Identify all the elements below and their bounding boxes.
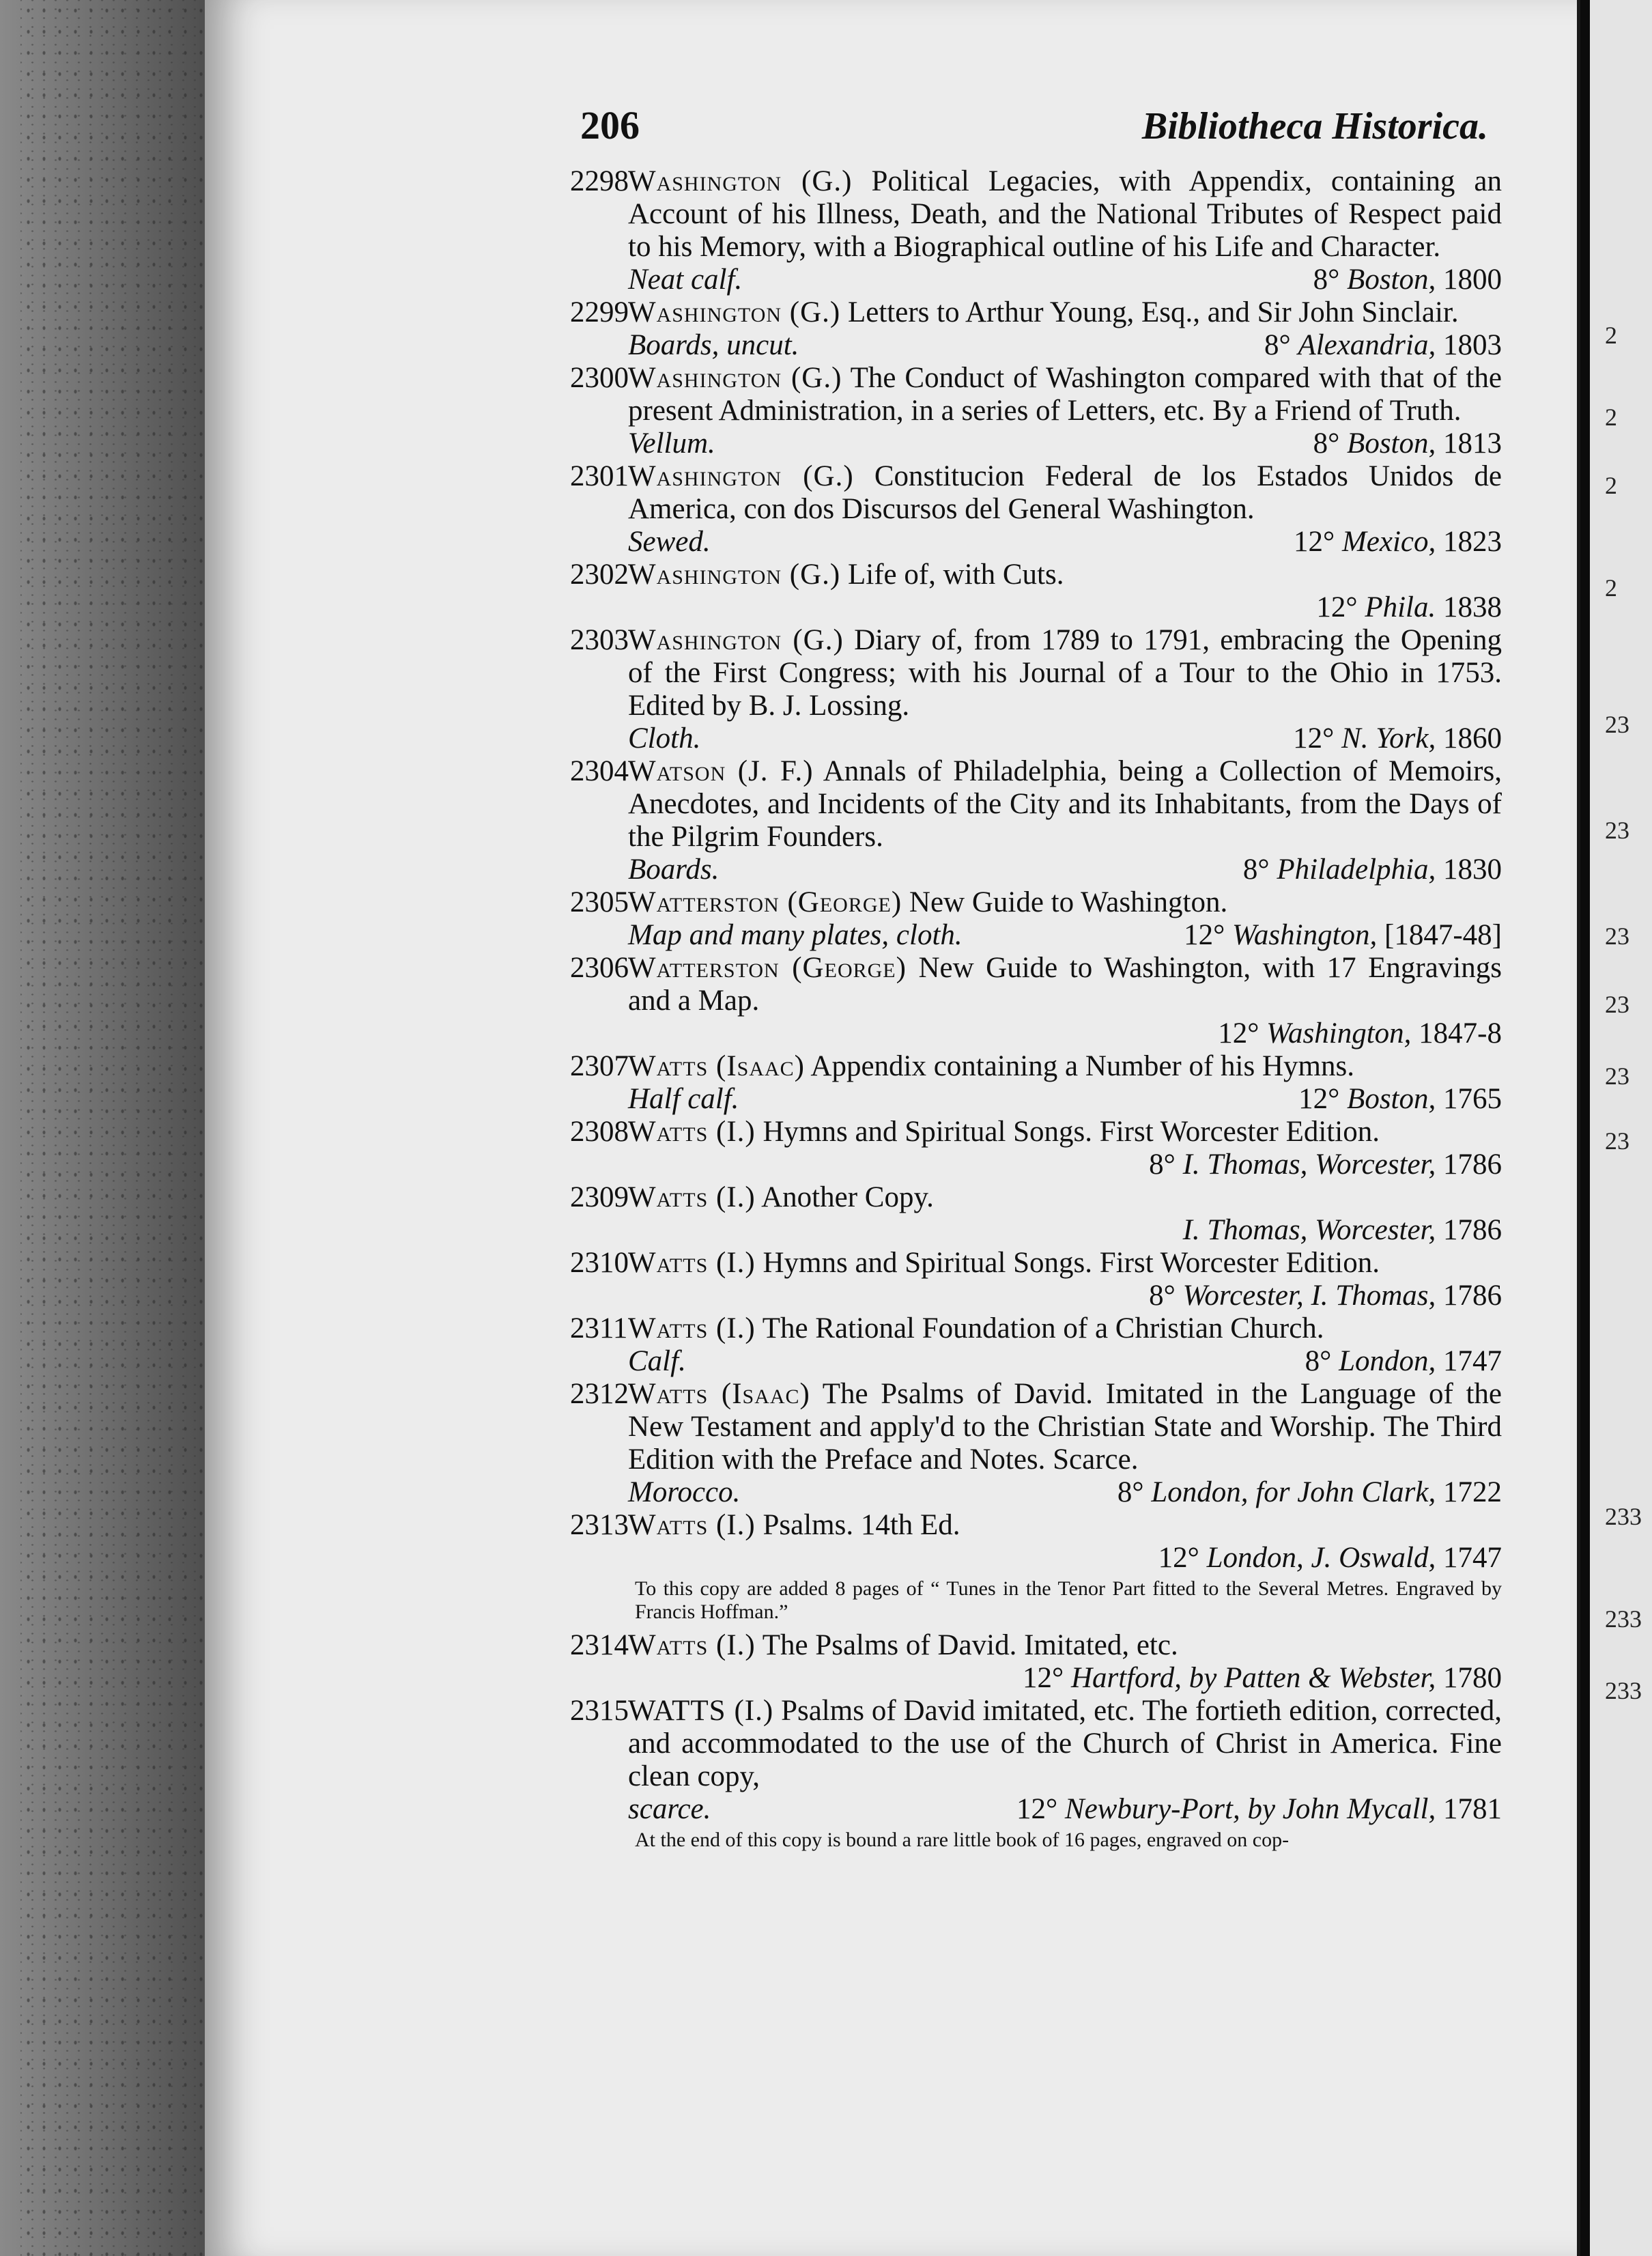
entry-author: WATTS (I.) — [628, 1695, 774, 1727]
entry-binding: Calf. — [628, 1345, 686, 1377]
catalog-content — [570, 102, 1503, 1857]
catalog-entry — [570, 624, 1503, 755]
entry-year: [1847-48] — [1384, 919, 1502, 951]
entry-author: Watson (J. F.) — [628, 755, 814, 787]
entry-imprint — [628, 1083, 1502, 1116]
entry-number: 2309 — [570, 1181, 629, 1213]
margin-number: 23 — [1605, 991, 1629, 1018]
entry-body — [628, 624, 1502, 722]
entry-number: 2304 — [570, 755, 629, 787]
entry-imprint — [628, 1280, 1502, 1312]
entry-year: 1781 — [1443, 1793, 1502, 1825]
margin-number: 23 — [1605, 711, 1629, 738]
catalog-entry — [570, 362, 1502, 460]
margin-number: 2 — [1605, 404, 1617, 431]
entry-body — [628, 1378, 1502, 1476]
page-number: 206 — [580, 103, 640, 147]
entry-author: Watterston (George) — [628, 952, 907, 984]
entry-number: 2299 — [570, 296, 629, 328]
entry-imprint — [628, 1476, 1502, 1509]
catalog-entry — [570, 460, 1502, 559]
catalog-entry — [570, 1378, 1503, 1509]
entry-title: Hymns and Spiritual Songs. First Worcester Edition. — [763, 1116, 1380, 1148]
entry-year: 1722 — [1443, 1476, 1502, 1508]
catalog-entry — [570, 952, 1502, 1050]
entry-imprint — [628, 854, 1502, 886]
entry-author: Washington (G.) — [628, 624, 844, 656]
catalog-entry — [570, 1050, 1502, 1116]
entry-body — [628, 296, 1502, 329]
entry-number: 2298 — [570, 165, 629, 197]
entry-year: 1780 — [1443, 1662, 1502, 1694]
entry-format: 8° — [1313, 427, 1340, 460]
entry-body — [628, 460, 1502, 526]
entry-body — [628, 1181, 1502, 1214]
entry-format: 8° — [1117, 1476, 1144, 1508]
catalog-entry — [570, 296, 1502, 362]
entry-number: 2303 — [570, 624, 629, 656]
entry-binding: Neat calf. — [628, 264, 743, 296]
entry-body — [628, 165, 1502, 264]
entry-body — [628, 755, 1502, 854]
entry-imprint — [628, 1345, 1502, 1378]
entry-year: 1813 — [1443, 427, 1502, 460]
entry-number: 2305 — [570, 886, 629, 918]
entry-year: 1786 — [1443, 1148, 1502, 1181]
entry-author: Watterston (George) — [628, 886, 902, 918]
entry-number: 2300 — [570, 362, 629, 394]
entry-imprint — [628, 919, 1502, 952]
entry-author: Watts (I.) — [628, 1181, 756, 1213]
entry-body — [628, 1247, 1502, 1280]
entry-title: Annals of Philadelphia, being a Collection of Memoirs, Anecdotes, and Incidents of the City and its Inhabitants, from the Days of the Pilgrim Founders. — [628, 755, 1502, 853]
entry-title: New Guide to Washington, with 17 Engravings and a Map. — [628, 952, 1502, 1017]
entry-year: 1803 — [1443, 329, 1502, 361]
catalog-entry — [570, 755, 1502, 886]
margin-number: 2 — [1605, 472, 1617, 499]
entry-year: 1823 — [1443, 526, 1502, 558]
entry-place: N. York, — [1341, 722, 1436, 755]
entry-year: 1847-8 — [1419, 1017, 1502, 1049]
entry-number: 2306 — [570, 952, 629, 984]
entry-title: Psalms of David imitated, etc. The fortieth edition, corrected, and accommodated to the use of the Church of Christ in America. Fine clean copy, — [628, 1695, 1503, 1792]
entry-binding: Boards. — [628, 854, 720, 886]
entry-title: New Guide to Washington. — [909, 886, 1228, 918]
entry-number: 2315 — [570, 1695, 629, 1727]
entry-format: 8° — [1313, 264, 1340, 296]
entry-place: London, for John Clark, — [1151, 1476, 1436, 1508]
entry-place: Alexandria, — [1298, 329, 1436, 361]
entry-note: At the end of this copy is bound a rare little book of 16 pages, engraved on cop- — [635, 1829, 1290, 1851]
entry-note: To this copy are added 8 pages of “ Tunes in the Tenor Part fitted to the Several Metres. Engraved by Francis Hoffman.” — [635, 1577, 1502, 1623]
margin-number: 233 — [1605, 1677, 1642, 1704]
entry-place: Boston, — [1347, 1083, 1436, 1115]
entry-format: 12° — [1298, 1083, 1340, 1115]
entry-number: 2301 — [570, 460, 629, 492]
entry-place: London, J. Oswald, — [1206, 1542, 1436, 1574]
entry-number: 2311 — [570, 1312, 628, 1344]
entry-imprint — [628, 1214, 1502, 1247]
entry-title: Diary of, from 1789 to 1791, embracing the Opening of the First Congress; with his Journal of a Tour to the Ohio in 1753. Edited by B. J. Lossing. — [628, 624, 1503, 722]
entry-imprint — [628, 722, 1502, 755]
entry-number: 2308 — [570, 1116, 629, 1148]
entry-imprint — [628, 329, 1502, 362]
entry-year: 1800 — [1443, 264, 1502, 296]
catalog-entry — [570, 1629, 1502, 1695]
entry-imprint — [628, 1662, 1502, 1695]
entry-format: 8° — [1242, 854, 1270, 886]
entry-format: 12° — [1316, 591, 1358, 623]
catalog-entry — [570, 886, 1502, 952]
entry-author: Watts (Isaac) — [628, 1378, 810, 1410]
entry-place: Boston, — [1347, 427, 1436, 460]
entry-imprint — [628, 1148, 1502, 1181]
entry-imprint — [628, 1542, 1502, 1575]
entry-binding: Cloth. — [628, 722, 701, 755]
entry-imprint — [628, 1793, 1502, 1826]
entry-binding: Half calf. — [628, 1083, 739, 1115]
catalog-entry — [570, 1509, 1502, 1624]
entry-body — [628, 1312, 1502, 1345]
entry-body — [628, 1116, 1502, 1148]
entry-format: 8° — [1149, 1280, 1176, 1312]
entry-year: 1786 — [1443, 1214, 1502, 1246]
entry-number: 2312 — [570, 1378, 629, 1410]
entry-author: Washington (G.) — [628, 362, 842, 394]
entry-year: 1747 — [1443, 1345, 1502, 1377]
entry-place: Phila. — [1365, 591, 1436, 623]
entry-year: 1765 — [1443, 1083, 1502, 1115]
entry-format: 12° — [1184, 919, 1225, 951]
entry-place: Washington, — [1266, 1017, 1412, 1049]
entry-author: Washington (G.) — [628, 460, 854, 492]
margin-number: 23 — [1605, 1062, 1629, 1090]
entry-place: Worcester, I. Thomas, — [1182, 1280, 1436, 1312]
entry-body — [628, 1629, 1502, 1662]
entry-title: Hymns and Spiritual Songs. First Worcester Edition. — [763, 1247, 1380, 1279]
catalog-entry — [570, 165, 1502, 296]
entry-year: 1838 — [1443, 591, 1502, 623]
entry-number: 2314 — [570, 1629, 629, 1661]
entry-place: I. Thomas, Worcester, — [1182, 1214, 1436, 1246]
entry-year: 1830 — [1443, 854, 1502, 886]
entry-imprint — [628, 526, 1502, 559]
entry-author: Washington (G.) — [628, 296, 841, 328]
entry-place: Mexico, — [1341, 526, 1436, 558]
entry-author: Watts (I.) — [628, 1247, 756, 1279]
entry-number: 2307 — [570, 1050, 629, 1082]
entry-title: The Psalms of David. Imitated in the Language of the New Testament and apply'd to the Christian State and Worship. The Third Edition with the Preface and Notes. Scarce. — [628, 1378, 1503, 1476]
entry-format: 12° — [1158, 1542, 1199, 1574]
entry-format: 12° — [1293, 722, 1335, 755]
entry-format: 12° — [1218, 1017, 1259, 1049]
entry-binding: Vellum. — [628, 427, 715, 460]
entry-author: Watts (I.) — [628, 1312, 756, 1344]
entry-imprint — [628, 427, 1502, 460]
next-page-edge — [1580, 0, 1652, 2256]
entry-body — [628, 559, 1502, 591]
page-header — [580, 102, 1502, 165]
entry-binding: scarce. — [628, 1793, 711, 1825]
entry-binding: Sewed. — [628, 526, 711, 558]
entry-title: Life of, with Cuts. — [847, 559, 1064, 591]
entry-year: 1786 — [1443, 1280, 1502, 1312]
catalog-entry — [570, 1181, 1502, 1247]
entry-body — [628, 886, 1502, 919]
entry-title: The Conduct of Washington compared with that of the present Administration, in a series of Letters, etc. By a Friend of Truth. — [628, 362, 1502, 427]
entry-place: I. Thomas, Worcester, — [1182, 1148, 1436, 1181]
entry-author: Washington (G.) — [628, 559, 841, 591]
margin-number: 23 — [1605, 817, 1629, 844]
entry-imprint — [628, 591, 1502, 624]
entry-place: Hartford, by Patten & Webster, — [1070, 1662, 1436, 1694]
entry-title: Another Copy. — [761, 1181, 934, 1213]
entry-format: 8° — [1305, 1345, 1332, 1377]
entry-author: Washington (G.) — [628, 165, 853, 197]
entry-format: 8° — [1149, 1148, 1176, 1181]
catalog-entry — [570, 559, 1502, 624]
entry-format: 12° — [1016, 1793, 1058, 1825]
entry-author: Watts (I.) — [628, 1509, 756, 1541]
catalog-entry — [570, 1695, 1503, 1852]
catalog-entry — [570, 1247, 1502, 1312]
margin-number: 2 — [1605, 322, 1617, 349]
running-title: Bibliotheca Historica. — [1141, 105, 1488, 147]
margin-number: 233 — [1605, 1503, 1642, 1530]
entry-place: Washington, — [1232, 919, 1378, 951]
entry-title: Constitucion Federal de los Estados Unidos de America, con dos Discursos del General Washington. — [628, 460, 1502, 525]
entry-place: Newbury-Port, by John Mycall, — [1064, 1793, 1436, 1825]
entry-format: 12° — [1023, 1662, 1064, 1694]
entry-body — [628, 952, 1502, 1017]
margin-number: 23 — [1605, 1127, 1629, 1155]
entry-imprint — [628, 1017, 1502, 1050]
entry-format: 8° — [1264, 329, 1291, 361]
entry-title: Letters to Arthur Young, Esq., and Sir John Sinclair. — [847, 296, 1459, 328]
catalog-entry — [570, 1312, 1502, 1378]
entry-format: 12° — [1294, 526, 1335, 558]
margin-number: 23 — [1605, 922, 1629, 950]
entry-binding: Boards, uncut. — [628, 329, 799, 361]
entry-body — [628, 1695, 1502, 1793]
margin-number: 2 — [1605, 574, 1617, 602]
entry-author: Watts (I.) — [628, 1629, 756, 1661]
entry-body — [628, 1050, 1502, 1083]
entry-author: Watts (Isaac) — [628, 1050, 805, 1082]
catalog-entry — [570, 1116, 1502, 1181]
entry-body — [628, 362, 1502, 427]
margin-number: 233 — [1605, 1605, 1642, 1633]
entry-number: 2302 — [570, 559, 629, 591]
entry-title: Political Legacies, with Appendix, containing an Account of his Illness, Death, and the National Tributes of Respect paid to his Memory, with a Biographical outline of his Life and Character. — [628, 165, 1502, 263]
entry-title: Psalms. 14th Ed. — [763, 1509, 960, 1541]
entry-number: 2313 — [570, 1509, 629, 1541]
entry-binding: Map and many plates, cloth. — [628, 919, 963, 951]
entry-place: Boston, — [1347, 264, 1436, 296]
entry-place: Philadelphia, — [1277, 854, 1436, 886]
entry-number: 2310 — [570, 1247, 629, 1279]
entry-imprint — [628, 264, 1502, 296]
entry-title: The Psalms of David. Imitated, etc. — [762, 1629, 1178, 1661]
entry-author: Watts (I.) — [628, 1116, 756, 1148]
entry-title: The Rational Foundation of a Christian Church. — [762, 1312, 1324, 1344]
entry-list — [570, 165, 1503, 1852]
entry-year: 1747 — [1443, 1542, 1502, 1574]
entry-binding: Morocco. — [628, 1476, 741, 1508]
entry-place: London, — [1339, 1345, 1436, 1377]
entry-body — [628, 1509, 1502, 1542]
entry-title: Appendix containing a Number of his Hymns. — [810, 1050, 1354, 1082]
entry-year: 1860 — [1443, 722, 1502, 755]
